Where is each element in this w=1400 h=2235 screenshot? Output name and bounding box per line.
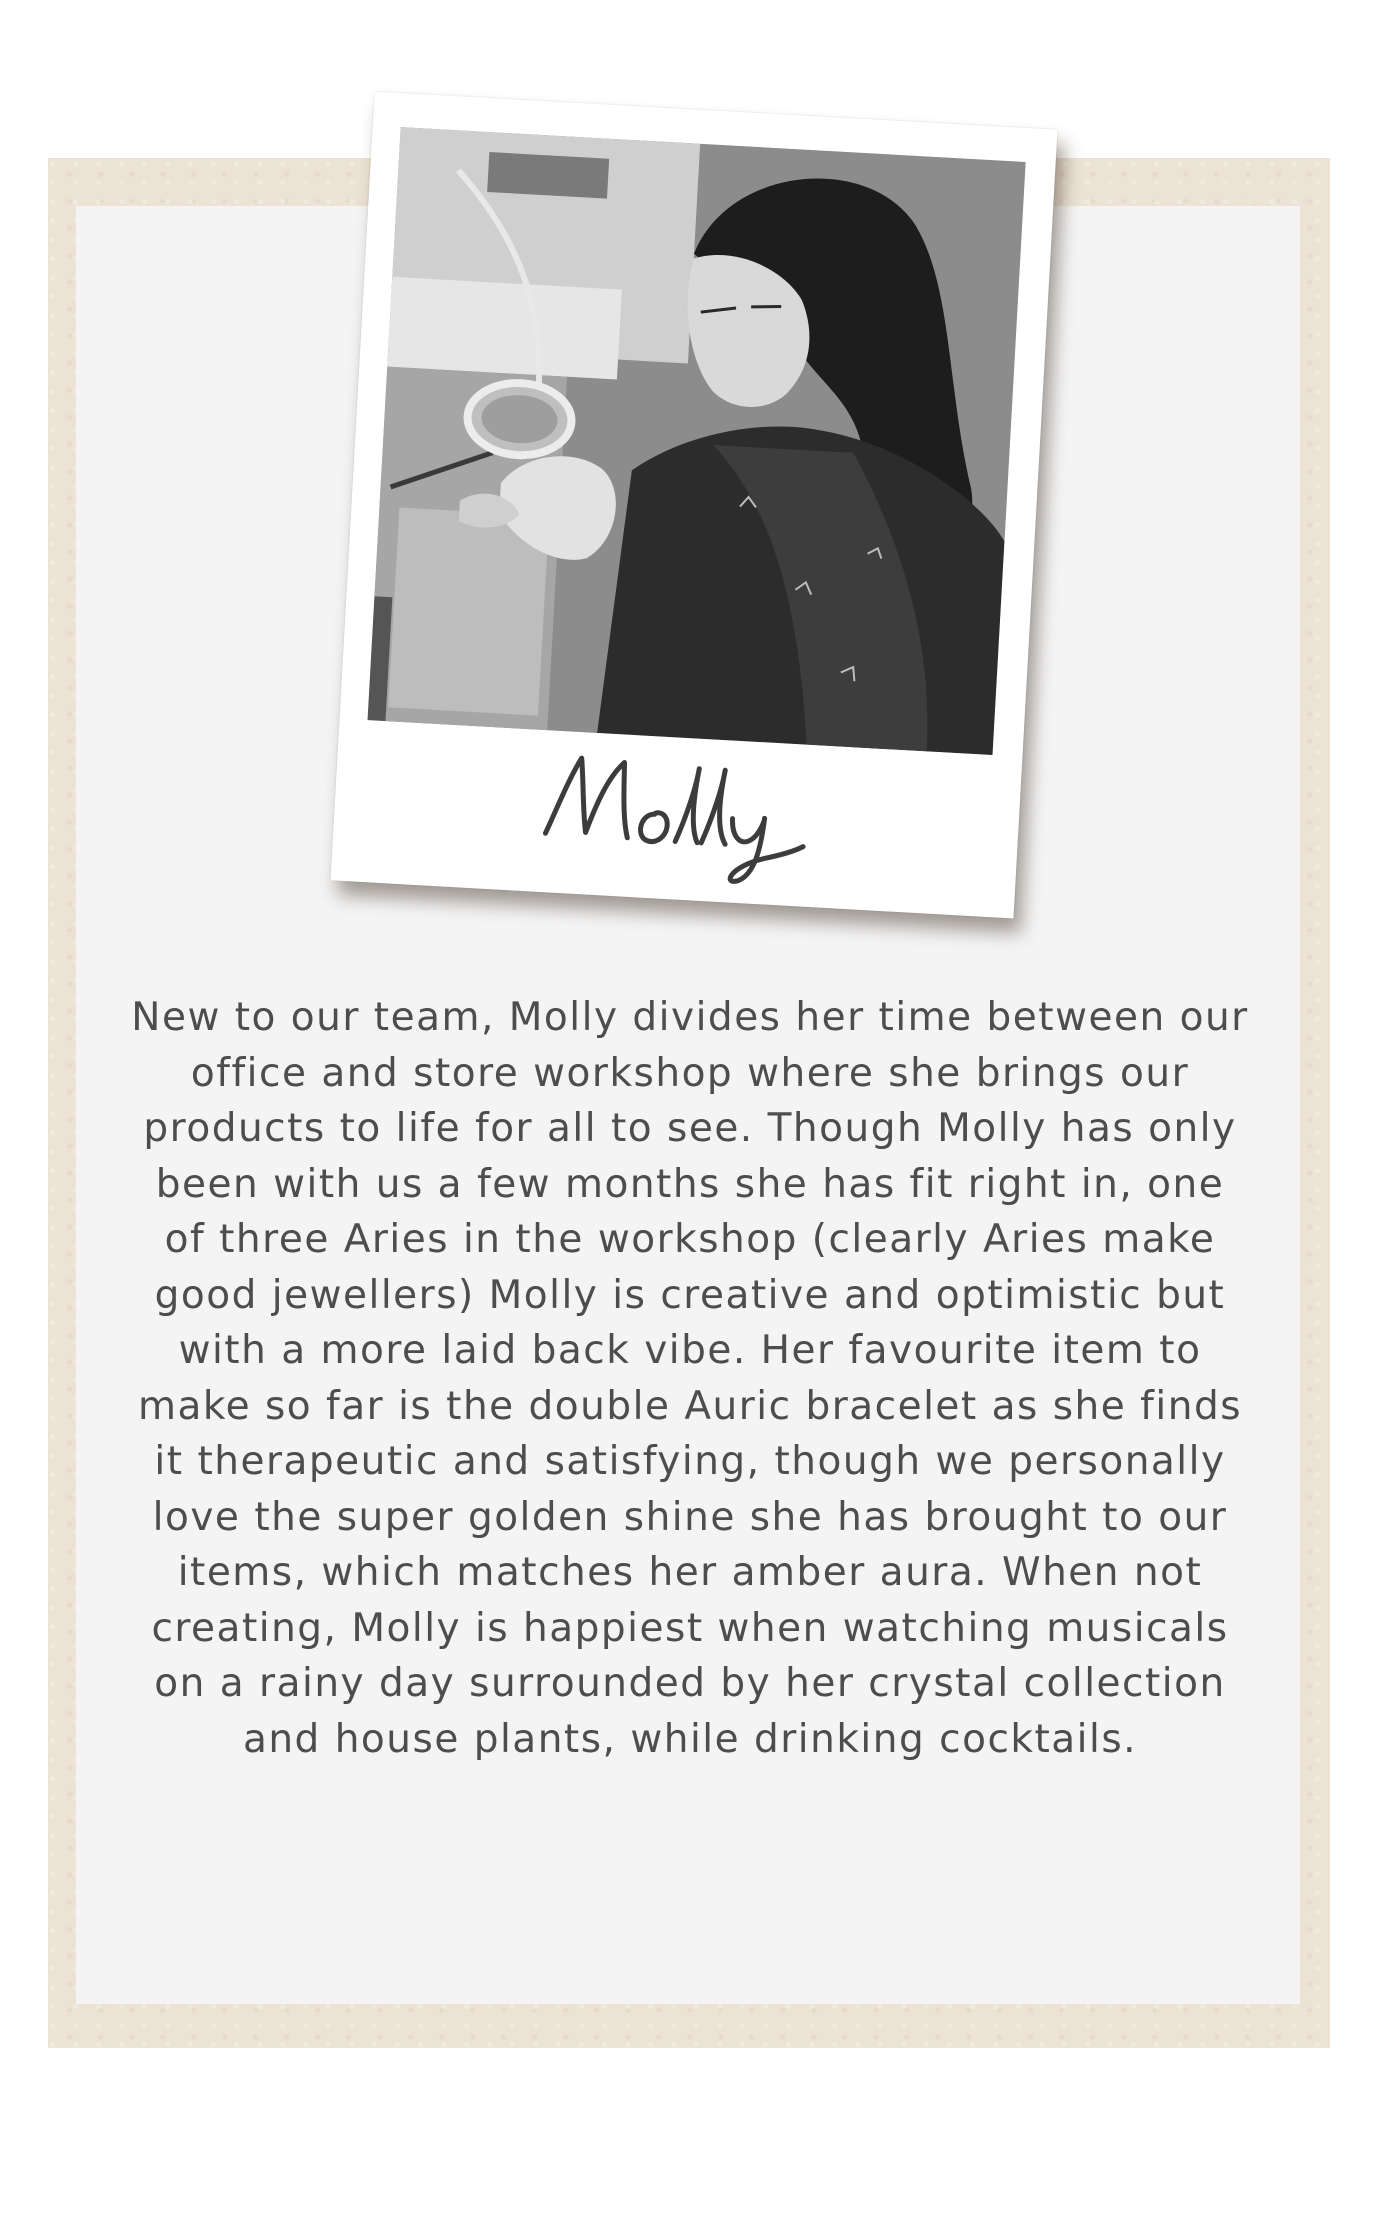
bio-text: New to our team, Molly divides her time between our office and store workshop where she brings our products to life for all to see. Though Molly has only been with us a few months she has fit right in, one of three Aries in the workshop (clearly Aries make good jewellers) Molly is creative and optimistic but with a more laid back vibe. Her favourite item to make so far is the double Auric bracelet as she finds it therapeutic and satisfying, though we personally love the super golden shine she has brought to our items, which matches her amber aura. When not creating, Molly is happiest when watching musicals on a rainy day surrounded by her crystal collection and house plants, while drinking cocktails.: [131, 995, 1249, 1762]
signature-molly: [331, 727, 1022, 905]
portrait-photo: [367, 127, 1025, 755]
polaroid-photo: [330, 92, 1057, 919]
